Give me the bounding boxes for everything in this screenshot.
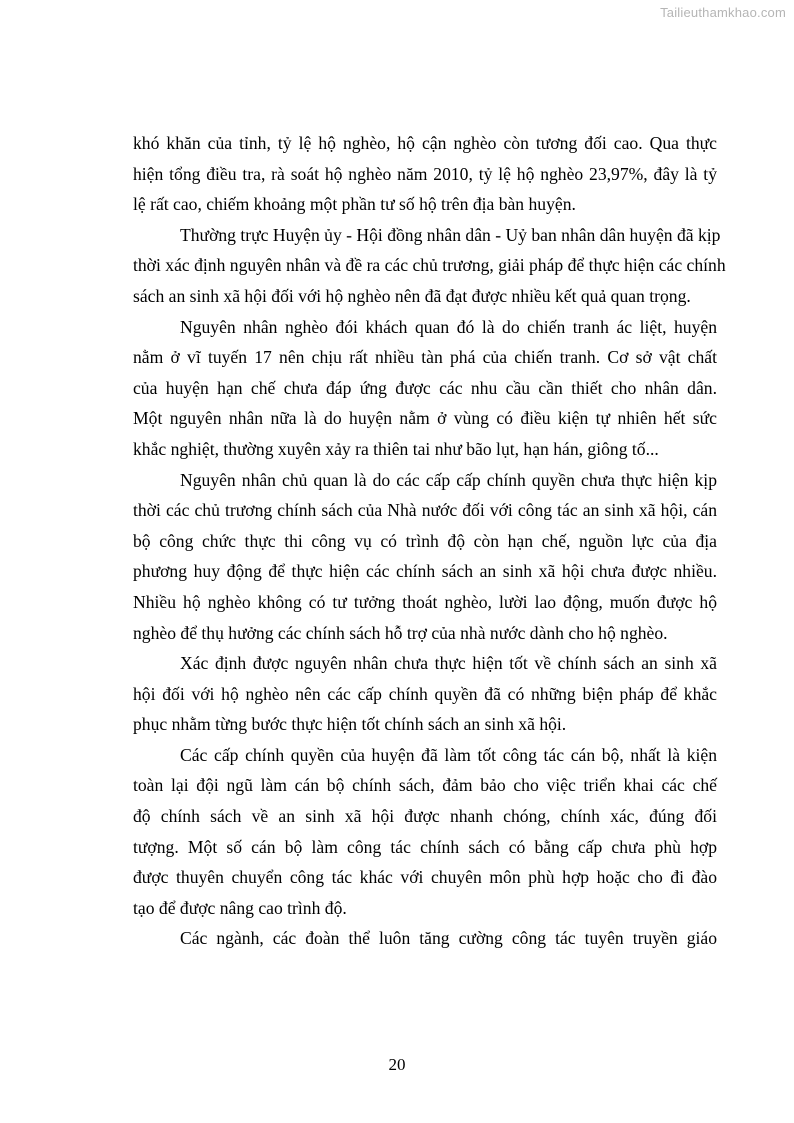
page-number: 20: [388, 1055, 406, 1074]
paragraph-4: [133, 465, 717, 649]
text-line: tạo để được nâng cao trình độ.: [133, 897, 347, 918]
text-line: thời các chủ trương chính sách của Nhà nước đối với công tác an sinh xã hội, cán: [133, 500, 717, 521]
text-line: tượng. Một số cán bộ làm công tác chính sách có bằng cấp chưa phù hợp: [133, 836, 717, 857]
text-line: Thường trực Huyện ủy - Hội đồng nhân dân - Uỷ ban nhân dân huyện đã kịp: [180, 224, 721, 245]
text-line: khắc nghiệt, thường xuyên xảy ra thiên tai như bão lụt, hạn hán, giông tố...: [133, 438, 659, 459]
text-line: của huyện hạn chế chưa đáp ứng được các nhu cầu cần thiết cho nhân dân.: [133, 377, 717, 398]
text-line: Một nguyên nhân nữa là do huyện nằm ở vùng có điều kiện tự nhiên hết sức: [133, 408, 717, 429]
paragraph-3: [133, 312, 717, 465]
text-line: Nhiều hộ nghèo không có tư tưởng thoát nghèo, lười lao động, muốn được hộ: [133, 591, 717, 612]
text-line: sách an sinh xã hội đối với hộ nghèo nên đã đạt được nhiều kết quả quan trọng.: [133, 285, 691, 306]
text-line: phương huy động để thực hiện các chính sách an sinh xã hội chưa được nhiều.: [133, 561, 717, 582]
paragraph-7: [133, 923, 717, 954]
watermark: Tailieuthamkhao.com: [660, 5, 786, 20]
text-line: hội đối với hộ nghèo nên các cấp chính quyền đã có những biện pháp để khắc: [133, 683, 717, 704]
document-body: [133, 128, 726, 954]
text-line: khó khăn của tỉnh, tỷ lệ hộ nghèo, hộ cận nghèo còn tương đối cao. Qua thực: [133, 133, 717, 153]
text-line: phục nhằm từng bước thực hiện tốt chính sách an sinh xã hội.: [133, 714, 567, 735]
text-line: toàn lại đội ngũ làm cán bộ chính sách, đảm bảo cho việc triển khai các chế: [133, 775, 717, 796]
text-line: được thuyên chuyển công tác khác với chuyên môn phù hợp hoặc cho đi đào: [133, 867, 717, 888]
paragraph-5: [133, 648, 717, 740]
text-line: Nguyên nhân chủ quan là do các cấp cấp chính quyền chưa thực hiện kịp: [180, 469, 717, 490]
text-line: thời xác định nguyên nhân và đề ra các chủ trương, giải pháp để thực hiện các chính: [133, 255, 726, 276]
paragraph-1: [133, 128, 717, 220]
text-line: bộ công chức thực thi công vụ có trình độ còn hạn chế, nguồn lực của địa: [133, 530, 717, 551]
text-line: Các ngành, các đoàn thể luôn tăng cường công tác tuyên truyền giáo: [180, 928, 717, 949]
paragraph-2: [133, 220, 726, 312]
text-line: Nguyên nhân nghèo đói khách quan đó là do chiến tranh ác liệt, huyện: [180, 316, 717, 337]
text-line: lệ rất cao, chiếm khoảng một phần tư số hộ trên địa bàn huyện.: [133, 194, 576, 215]
text-line: nằm ở vĩ tuyến 17 nên chịu rất nhiều tàn phá của chiến tranh. Cơ sở vật chất: [133, 347, 717, 368]
text-line: độ chính sách về an sinh xã hội được nhanh chóng, chính xác, đúng đối: [133, 806, 717, 827]
text-line: nghèo để thụ hưởng các chính sách hỗ trợ của nhà nước dành cho hộ nghèo.: [133, 622, 668, 643]
text-line: hiện tổng điều tra, rà soát hộ nghèo năm 2010, tỷ lệ hộ nghèo 23,97%, đây là tỷ: [133, 163, 717, 184]
text-line: Các cấp chính quyền của huyện đã làm tốt công tác cán bộ, nhất là kiện: [180, 744, 717, 765]
text-line: Xác định được nguyên nhân chưa thực hiện tốt về chính sách an sinh xã: [180, 653, 717, 674]
paragraph-6: [133, 740, 717, 924]
